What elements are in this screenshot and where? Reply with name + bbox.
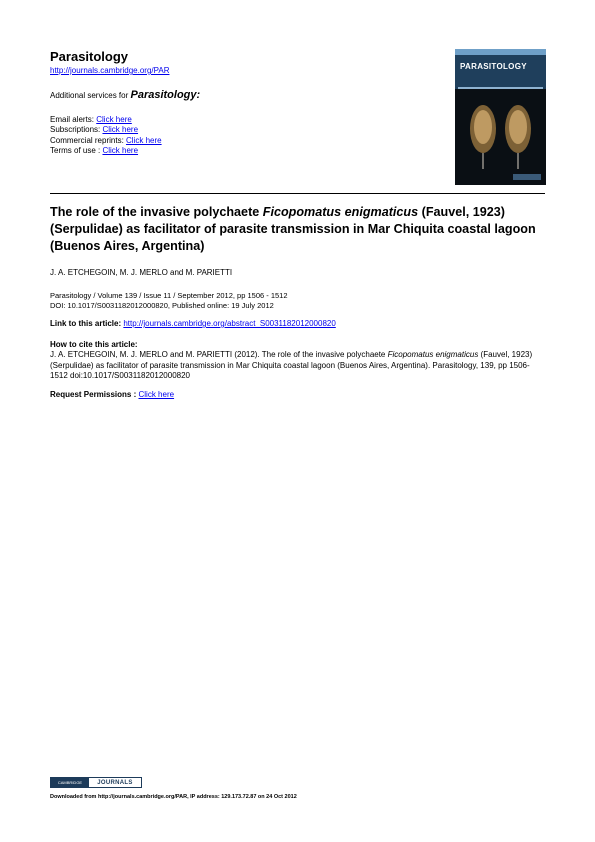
commercial-reprints-link[interactable]: Click here [126,135,162,145]
pub-volume-line: Parasitology / Volume 139 / Issue 11 / September 2012, pp 1506 - 1512 [50,291,288,300]
permissions-link[interactable]: Click here [138,390,175,399]
citation-block [50,340,545,382]
services-prefix: Additional services for [50,91,131,100]
article-authors: J. A. ETCHEGOIN, M. J. MERLO and M. PARIETTI [50,268,233,277]
article-link[interactable]: http://journals.cambridge.org/abstract_S0031182012000820 [123,319,336,328]
publication-info [50,291,288,310]
logo-left: CAMBRIDGE [51,778,89,787]
email-alerts-link[interactable]: Click here [96,115,132,124]
service-label: Subscriptions: [50,125,103,135]
journal-url-link[interactable]: http://journals.cambridge.org/PAR [50,66,170,75]
pub-doi-line: DOI: 10.1017/S0031182012000820, Published online: 19 July 2012 [50,300,274,310]
service-commercial-reprints [50,136,162,146]
service-email-alerts [50,115,162,125]
permissions-block [50,390,174,399]
journal-cover-image[interactable] [455,49,546,185]
additional-services [50,89,200,101]
citation-text [50,350,545,381]
title-part1: The role of the invasive polychaete [50,205,263,219]
cite-label: How to cite this article: [50,340,138,349]
cite-part1: J. A. ETCHEGOIN, M. J. MERLO and M. PARIETTI (2012). The role of the invasive polychaete [50,350,388,360]
service-label: Terms of use : [50,146,103,156]
permissions-label: Request Permissions : [50,390,139,399]
title-species: Ficopomatus enigmaticus [262,205,419,219]
article-title [50,204,545,255]
logo-right: JOURNALS [89,778,141,787]
subscriptions-link[interactable]: Click here [102,125,139,135]
service-terms-of-use [50,146,162,156]
services-journal-name: Parasitology: [130,89,201,101]
service-label: Commercial reprints: [50,135,127,145]
link-label: Link to this article: [50,319,124,328]
cite-part2: (Fauvel, 1923) (Serpulidae) as facilitator of parasite transmission in Mar Chiquita coastal lagoon (Buenos Aires, Argentina). Parasitology, 139, pp 1506-1512 doi:10.1017/S0031182012000820 [50,350,533,381]
terms-of-use-link[interactable]: Click here [102,146,139,156]
cambridge-journals-logo[interactable] [50,777,142,788]
journal-title: Parasitology [50,49,129,64]
header-divider [50,193,545,194]
download-notice: Downloaded from http://journals.cambridge.org/PAR, IP address: 129.173.72.87 on 24 Oct 2012 [50,794,297,800]
service-label: Email alerts: [50,115,97,124]
title-part2: (Fauvel, 1923) (Serpulidae) as facilitator of parasite transmission in Mar Chiquita coastal lagoon (Buenos Aires, Argentina) [50,205,536,253]
cite-species: Ficopomatus enigmaticus [387,350,479,360]
article-link-block [50,319,336,328]
service-subscriptions [50,125,162,135]
cover-title: PARASITOLOGY [460,62,527,71]
service-list [50,115,162,157]
